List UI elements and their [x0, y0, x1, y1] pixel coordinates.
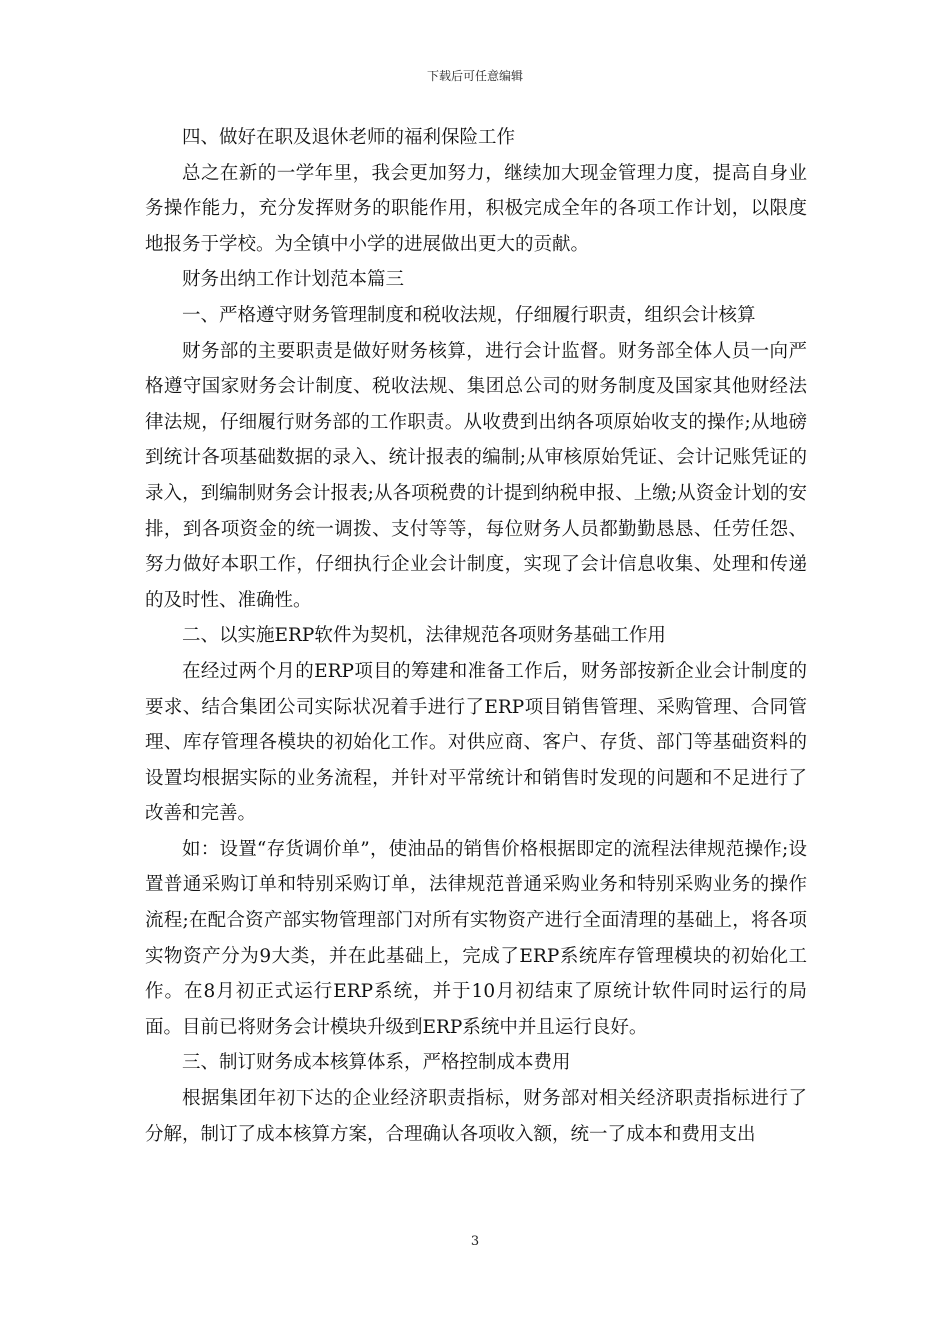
page-number: 3 — [470, 1234, 480, 1249]
paragraph: 三、制订财务成本核算体系，严格控制成本费用 — [182, 1052, 571, 1074]
paragraph: 如：设置“存货调价单”，使油品的销售价格根据即定的流程法律规范操作;设置普通采购订单和特别采购订单，法律规范普通采购业务和特别采购业务的操作流程;在配合资产部实物管理部门对所有实物资产进行全面清理的基础上，将各项实物资产分为9大类，并在此基础上，完成了ERP系统库存管理模块的初始化工作。在8月初正式运行ERP系统，并于10月初结束了原统计软件同时运行的局面。目前已将财务会计模块升级到ERP系统中并且运行良好。 — [145, 838, 807, 1038]
paragraph: 根据集团年初下达的企业经济职责指标，财务部对相关经济职责指标进行了分解，制订了成本核算方案，合理确认各项收入额，统一了成本和费用支出 — [145, 1088, 807, 1145]
paragraph: 在经过两个月的ERP项目的筹建和准备工作后，财务部按新企业会计制度的要求、结合集团公司实际状况着手进行了ERP项目销售管理、采购管理、合同管理、库存管理各模块的初始化工作。对供应商、客户、存货、部门等基础资料的设置均根据实际的业务流程，并针对平常统计和销售时发现的问题和不足进行了改善和完善。 — [145, 660, 807, 825]
paragraph: 总之在新的一学年里，我会更加努力，继续加大现金管理力度，提高自身业务操作能力，充分发挥财务的职能作用，积极完成全年的各项工作计划，以限度地报务于学校。为全镇中小学的进展做出更大的贡献。 — [145, 162, 807, 255]
document-body — [145, 120, 807, 1152]
paragraph: 一、严格遵守财务管理制度和税收法规，仔细履行职责，组织会计核算 — [182, 304, 756, 326]
paragraph: 二、以实施ERP软件为契机，法律规范各项财务基础工作用 — [182, 625, 666, 647]
paragraph: 财务部的主要职责是做好财务核算，进行会计监督。财务部全体人员一向严格遵守国家财务会计制度、税收法规、集团总公司的财务制度及国家其他财经法律法规，仔细履行财务部的工作职责。从收费到出纳各项原始收支的操作;从地磅到统计各项基础数据的录入、统计报表的编制;从审核原始凭证、会计记账凭证的录入，到编制财务会计报表;从各项税费的计提到纳税申报、上缴;从资金计划的安排，到各项资金的统一调拨、支付等等，每位财务人员都勤勤恳恳、任劳任怨、努力做好本职工作，仔细执行企业会计制度，实现了会计信息收集、处理和传递的及时性、准确性。 — [145, 340, 807, 611]
page-header: 下载后可任意编辑 — [426, 69, 523, 83]
paragraph: 四、做好在职及退休老师的福利保险工作 — [182, 127, 516, 148]
paragraph: 财务出纳工作计划范本篇三 — [182, 269, 405, 291]
